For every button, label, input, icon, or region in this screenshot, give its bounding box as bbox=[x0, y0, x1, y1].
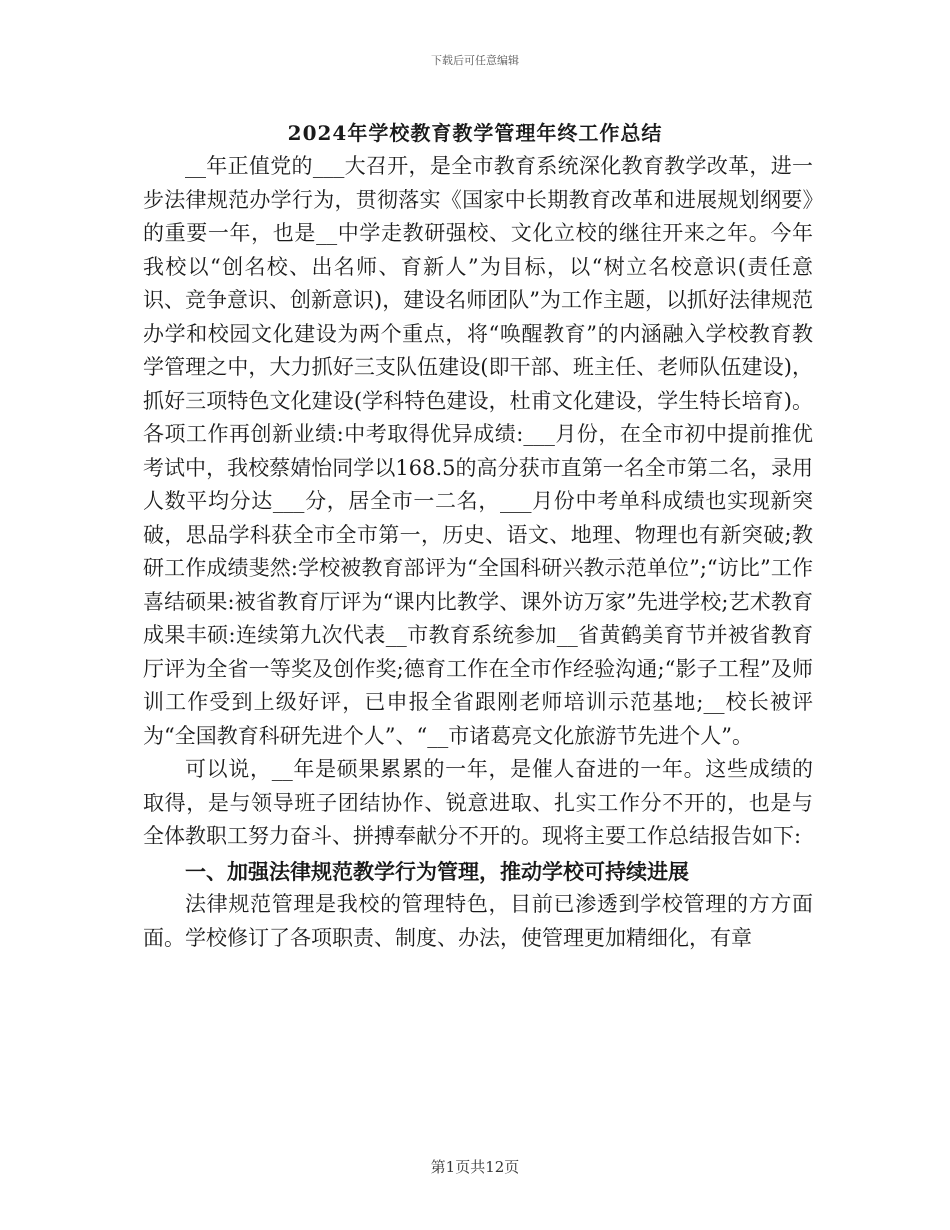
paragraph-intro: __年正值党的___大召开，是全市教育系统深化教育教学改革，进一步法律规范办学行为，贯彻落实《国家中长期教育改革和进展规划纲要》的重要一年，也是__中学走教研强校、文化立校的继往开来之年。今年我校以“创名校、出名师、育新人”为目标，以“树立名校意识(责任意识、竞争意识、创新意识)，建设名师团队”为工作主题，以抓好法律规范办学和校园文化建设为两个重点，将“唤醒教育”的内涵融入学校教育教学管理之中，大力抓好三支队伍建设(即干部、班主任、老师队伍建设)，抓好三项特色文化建设(学科特色建设，杜甫文化建设，学生特长培育)。各项工作再创新业绩:中考取得优异成绩:___月份，在全市初中提前推优考试中，我校蔡婧怡同学以168.5的高分获市直第一名全市第二名，录用人数平均分达___分，居全市一二名，___月份中考单科成绩也实现新突破，思品学科获全市全市第一，历史、语文、地理、物理也有新突破;教研工作成绩斐然:学校被教育部评为“全国科研兴教示范单位”;“访比”工作喜结硕果:被省教育厅评为“课内比教学、课外访万家”先进学校;艺术教育成果丰硕:连续第九次代表__市教育系统参加__省黄鹤美育节并被省教育厅评为全省一等奖及创作奖;德育工作在全市作经验沟通;“影子工程”及师训工作受到上级好评，已申报全省跟刚老师培训示范基地;__校长被评为“全国教育科研先进个人”、“__市诸葛亮文化旅游节先进个人”。 bbox=[143, 154, 813, 748]
document-title: 2024年学校教育教学管理年终工作总结 bbox=[287, 121, 663, 145]
section-heading-1: 一、加强法律规范教学行为管理，推动学校可持续进展 bbox=[185, 858, 689, 884]
page-header-note: 下载后可任意编辑 bbox=[431, 54, 519, 67]
paragraph-summary: 可以说，__年是硕果累累的一年，是催人奋进的一年。这些成绩的取得，是与领导班子团结协作、锐意进取、扎实工作分不开的，也是与全体教职工努力奋斗、拼搏奉献分不开的。现将主要工作总结报告如下: bbox=[143, 757, 813, 848]
document-body bbox=[143, 150, 813, 955]
paragraph-section1: 法律规范管理是我校的管理特色，目前已渗透到学校管理的方方面面。学校修订了各项职责、制度、办法，使管理更加精细化，有章 bbox=[143, 892, 813, 950]
page-number: 第1页共12页 bbox=[430, 1158, 520, 1176]
